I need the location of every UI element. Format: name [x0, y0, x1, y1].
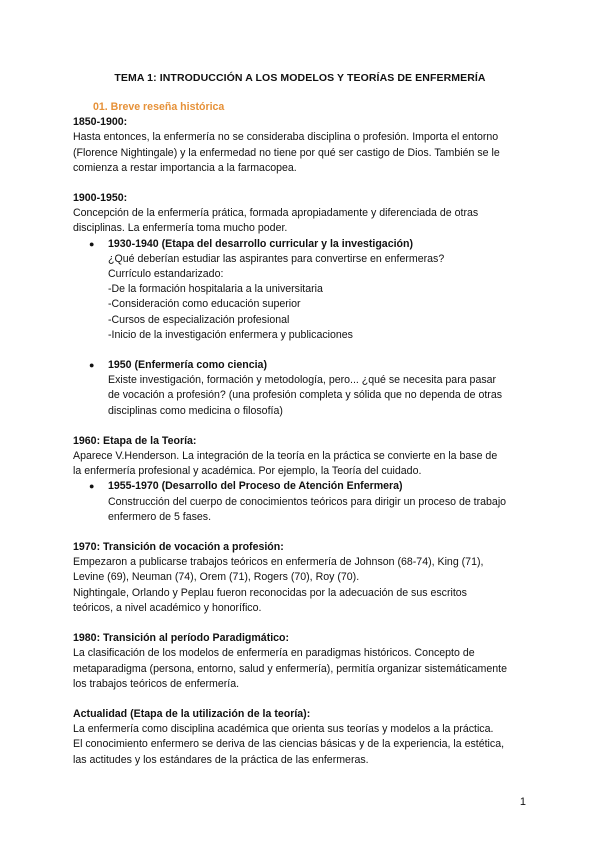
bullet-icon: ● [89, 481, 95, 492]
bullet-line: -Consideración como educación superior [108, 298, 301, 311]
bullet-line: Existe investigación, formación y metodología, pero... ¿qué se necesita para pasar [108, 374, 497, 387]
period-heading-1980: 1980: Transición al período Paradigmático: [73, 632, 290, 645]
paragraph-line: Aparece V.Henderson. La integración de la teoría en la práctica se convierte en la base de [73, 450, 498, 463]
bullet-line: de vocación a profesión? (una profesión completa y sólida que no dependa de otras [108, 389, 503, 402]
paragraph-line: las actitudes y los estándares de la práctica de las enfermeras. [73, 753, 369, 766]
bullet-line: -Cursos de especialización profesional [108, 313, 290, 326]
bullet-icon: ● [89, 360, 95, 371]
bullet-line: Construcción del cuerpo de conocimientos teóricos para dirigir un proceso de trabajo [108, 495, 507, 508]
paragraph-line: metaparadigma (persona, entorno, salud y enfermería), permitía organizar sistemáticamente [73, 662, 507, 675]
document-body [73, 100, 533, 768]
period-heading-1960: 1960: Etapa de la Teoría: [73, 434, 197, 447]
bullet-line: enfermero de 5 fases. [108, 510, 212, 523]
page-title: TEMA 1: INTRODUCCIÓN A LOS MODELOS Y TEORÍAS DE ENFERMERÍA [114, 72, 486, 84]
period-heading-1970: 1970: Transición de vocación a profesión: [73, 541, 284, 554]
paragraph-line: La clasificación de los modelos de enfermería en paradigmas históricos. Concepto de [73, 647, 475, 660]
paragraph-line: Empezaron a publicarse trabajos teóricos en enfermería de Johnson (68-74), King (71), [73, 556, 484, 569]
bullet-line: ¿Qué deberían estudiar las aspirantes para convertirse en enfermeras? [108, 252, 445, 265]
paragraph-line: comienza a restar importancia a la farmacopea. [73, 161, 297, 174]
bullet-item [73, 358, 533, 419]
paragraph-line: Nightingale, Orlando y Peplau fueron reconocidas por la adecuación de sus escritos [73, 586, 467, 599]
paragraph-line: (Florence Nightingale) y la enfermedad no tiene por qué ser castigo de Dios. También se le [73, 146, 500, 159]
paragraph-line: Levine (69), Neuman (74), Orem (71), Rogers (70), Roy (70). [73, 571, 360, 584]
paragraph-line: La enfermería como disciplina académica que orienta sus teorías y modelos a la práctica. [73, 723, 494, 736]
section-subheading: 01. Breve reseña histórica [93, 101, 225, 113]
bullet-item [73, 479, 533, 525]
bullet-line: -Inicio de la investigación enfermera y publicaciones [108, 328, 353, 341]
bullet-item [73, 237, 533, 343]
page-number: 1 [519, 796, 526, 808]
period-heading-1900: 1900-1950: [73, 192, 128, 205]
paragraph-line: Concepción de la enfermería prática, formada apropiadamente y diferenciada de otras [73, 207, 479, 220]
paragraph-line: disciplinas. La enfermería toma mucho poder. [73, 222, 288, 235]
period-heading-actualidad: Actualidad (Etapa de la utilización de la teoría): [73, 707, 311, 720]
bullet-line: Currículo estandarizado: [108, 268, 224, 281]
bullet-heading: 1930-1940 (Etapa del desarrollo curricular y la investigación) [108, 237, 413, 250]
bullet-line: disciplinas como medicina o filosofía) [108, 404, 283, 417]
bullet-icon: ● [89, 238, 95, 249]
paragraph-line: los trabajos teóricos de enfermería. [73, 677, 240, 690]
bullet-line: -De la formación hospitalaria a la universitaria [108, 283, 323, 296]
paragraph-line: Hasta entonces, la enfermería no se consideraba disciplina o profesión. Importa el entorno [73, 131, 499, 144]
paragraph-line: la enfermería profesional y académica. Por ejemplo, la Teoría del cuidado. [73, 465, 422, 478]
paragraph-line: teóricos, a nivel académico y honorífico. [73, 601, 262, 614]
bullet-heading: 1950 (Enfermería como ciencia) [108, 359, 267, 372]
period-heading-1850: 1850-1900: [73, 116, 128, 129]
bullet-heading: 1955-1970 (Desarrollo del Proceso de Atención Enfermera) [108, 480, 403, 493]
paragraph-line: El conocimiento enfermero se deriva de las ciencias básicas y de la experiencia, la estética, [73, 738, 505, 751]
